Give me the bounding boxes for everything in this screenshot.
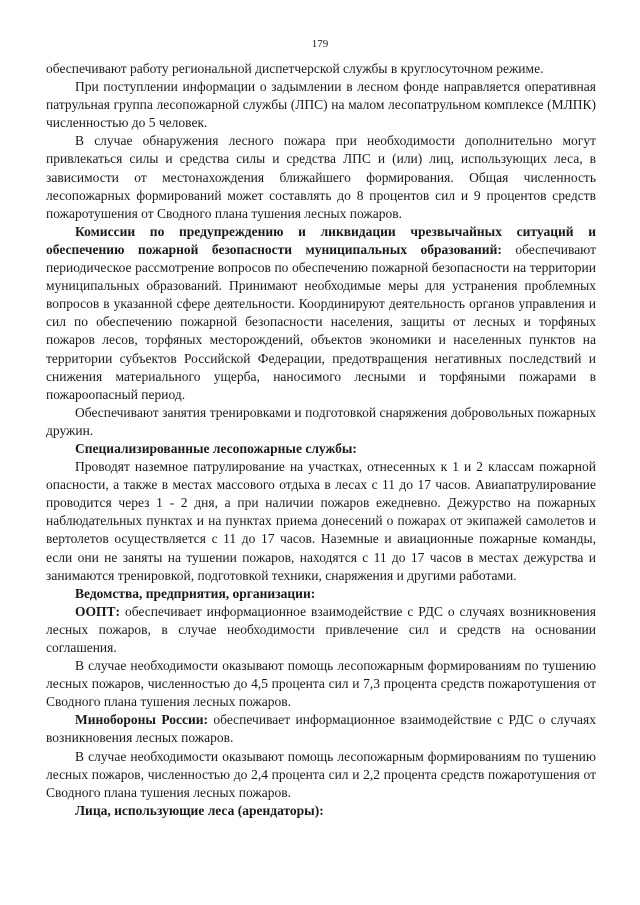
paragraph-text: Проводят наземное патрулирование на участках, отнесенных к 1 и 2 классам пожарной опасности, а также в местах массового отдыха в лесах с 11 до 17 часов. Авиапатрулирование проводится через 1 - 2 дня, а при наличии пожаров ежедневно. Дежурство на пожарных наблюдательных пунктах и на пунктах приема донесений о пожарах от экипажей самолетов и вертолетов осуществляется с 11 до 17 часов. Наземные и авиационные пожарные команды, если они не заняты на тушении пожаров, находятся с 11 до 17 часов в местах дежурства и занимаются тренировкой, подготовкой техники, снаряжения и другими работами. [46, 459, 596, 583]
paragraph-text: обеспечивает информационное взаимодействие с РДС о случаях возникновения лесных пожаров. [46, 712, 596, 746]
paragraph-lead: Специализированные лесопожарные службы: [75, 440, 357, 456]
paragraph [46, 458, 596, 585]
paragraph [46, 404, 596, 440]
paragraph-text: В случае необходимости оказывают помощь лесопожарным формированиям по тушению лесных пожаров, численностью до 4,5 процента сил и 7,3 процента средств пожаротушения от Сводного плана тушения лесных пожаров. [46, 658, 596, 710]
paragraph [46, 603, 596, 657]
section-heading [46, 585, 596, 603]
paragraph [46, 60, 596, 78]
paragraph-lead: ООПТ: [75, 603, 121, 619]
paragraph [46, 132, 596, 222]
paragraph-text: Обеспечивают занятия тренировками и подготовкой снаряжения добровольных пожарных дружин. [46, 404, 596, 438]
paragraph-text: обеспечивают периодическое рассмотрение вопросов по обеспечению пожарной безопасности на территории муниципальных образований. Принимают необходимые меры для устранения проблемных вопросов в указанной сфере деятельности. Координируют деятельность органов управления и сил по обеспечению пожарной безопасности населения, защиты от лесных и торфяных пожаров лесов, торфяных месторождений, объектов экономики и населенных пунктов на территории субъектов Российской Федерации, предотвращения негативных последствий и снижения материального ущерба, наносимого лесными и торфяными пожарами в пожароопасный период. [46, 241, 596, 402]
paragraph [46, 711, 596, 747]
section-heading [46, 440, 596, 458]
page-number: 179 [311, 38, 329, 50]
paragraph-lead: Минобороны России: [75, 712, 209, 728]
paragraph-lead: Лица, использующие леса (арендаторы): [75, 802, 324, 818]
paragraph-text: При поступлении информации о задымлении в лесном фонде направляется оперативная патрульная группа лесопожарной службы (ЛПС) на малом лесопатрульном комплексе (МЛПК) численностью до 5 человек. [46, 79, 596, 131]
paragraph-lead: Комиссии по предупреждению и ликвидации чрезвычайных ситуаций и обеспечению пожарной безопасности муниципальных образований: [46, 223, 596, 257]
body-text [46, 60, 596, 820]
paragraph [46, 657, 596, 711]
paragraph [46, 78, 596, 132]
section-heading [46, 802, 596, 820]
paragraph-lead: Ведомства, предприятия, организации: [75, 585, 316, 601]
paragraph-text: В случае необходимости оказывают помощь лесопожарным формированиям по тушению лесных пожаров, численностью до 2,4 процента сил и 2,2 процента средств пожаротушения от Сводного плана тушения лесных пожаров. [46, 748, 596, 800]
paragraph-text: обеспечивает информационное взаимодействие с РДС о случаях возникновения лесных пожаров, в случае необходимости привлечение сил и средств на основании соглашения. [46, 603, 596, 655]
paragraph-text: обеспечивают работу региональной диспетчерской службы в круглосуточном режиме. [46, 61, 544, 76]
paragraph-text: В случае обнаружения лесного пожара при необходимости дополнительно могут привлекаться силы и средства силы и средства ЛПС и (или) лиц, использующих леса, в зависимости от местонахождения ближайшего формирования. Общая численность лесопожарных формирований может составлять до 8 процентов сил и 9 процентов средств пожаротушения от Сводного плана тушения лесных пожаров. [46, 133, 596, 221]
paragraph [46, 748, 596, 802]
paragraph [46, 223, 596, 404]
